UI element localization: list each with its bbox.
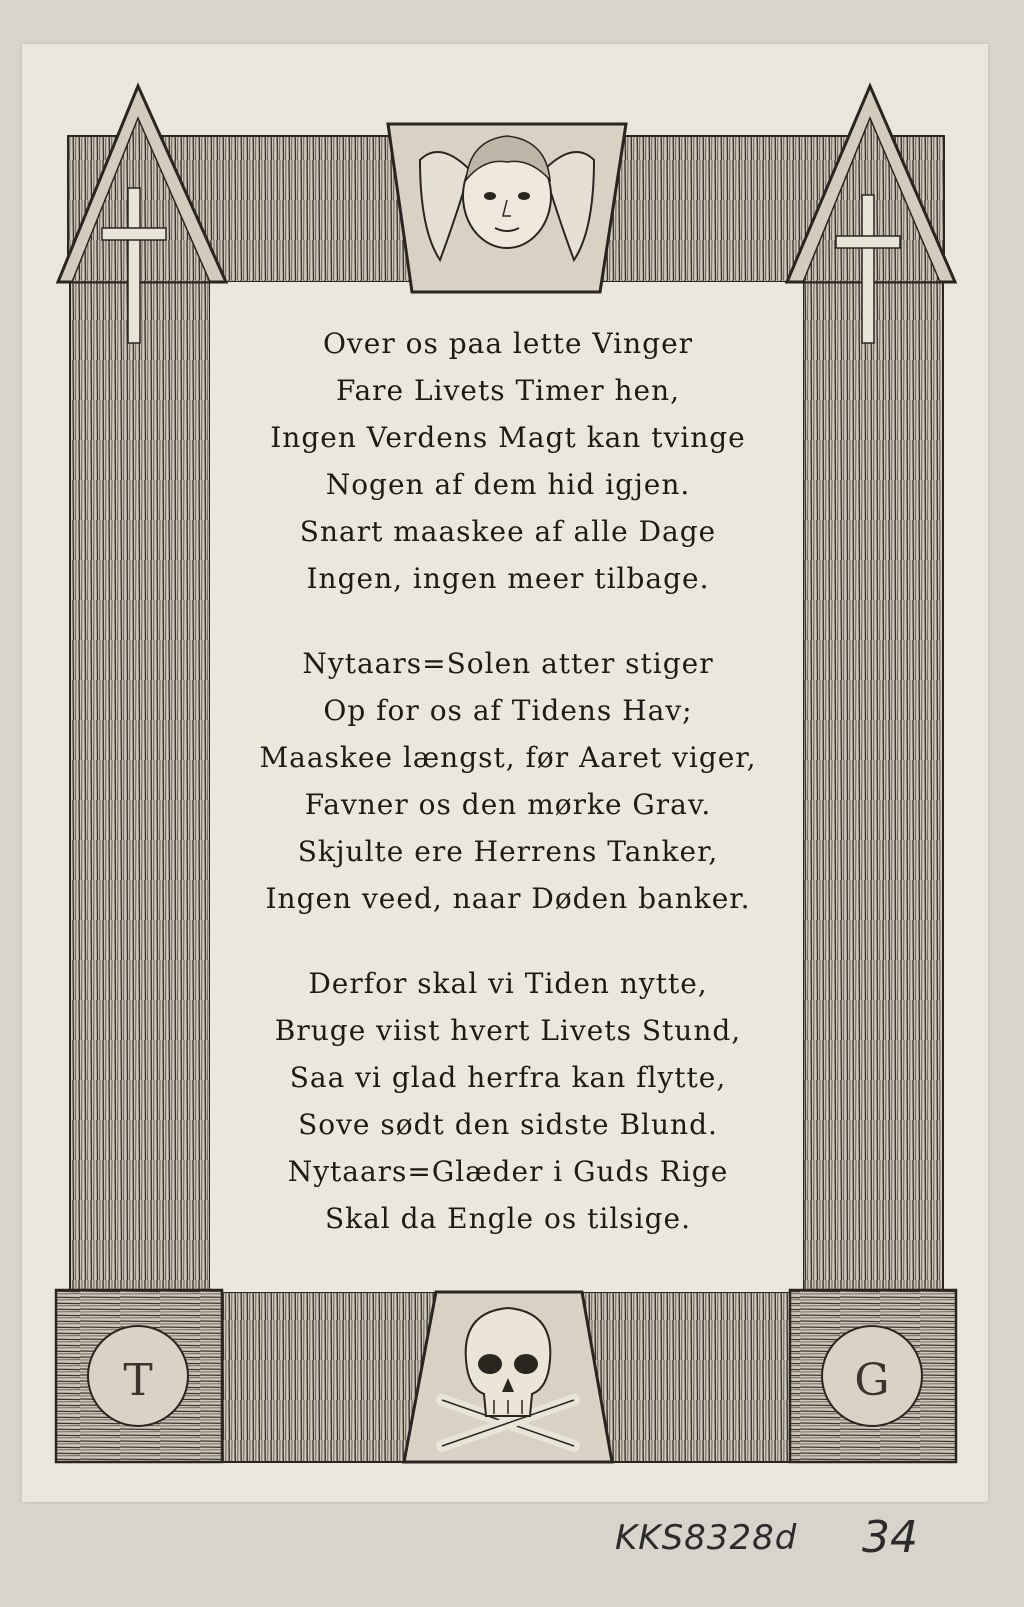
- poem-line: Fare Livets Timer hen,: [335, 374, 681, 407]
- poem-line: Derfor skal vi Tiden nytte,: [308, 967, 708, 1000]
- svg-text:G: G: [854, 1355, 890, 1406]
- poem-line: Ingen, ingen meer tilbage.: [306, 562, 710, 595]
- skull-crossbones-icon: [404, 1292, 612, 1462]
- poem-line: Maaskee længst, før Aaret viger,: [259, 741, 757, 774]
- poem-line: Skal da Engle os tilsige.: [324, 1202, 692, 1235]
- poem-line: Skjulte ere Herrens Tanker,: [297, 835, 719, 868]
- page-number-annotation: 34: [862, 1512, 918, 1563]
- catalog-number-annotation: KKS8328d: [615, 1518, 798, 1558]
- poem-line: Over os paa lette Vinger: [322, 327, 694, 360]
- left-corner-block: [56, 1290, 222, 1462]
- poem-line: Saa vi glad herfra kan flytte,: [289, 1061, 727, 1094]
- stanza-1: [215, 320, 801, 602]
- poem-line: Nytaars=Glæder i Guds Rige: [287, 1155, 729, 1188]
- poem-line: Favner os den mørke Grav.: [304, 788, 712, 821]
- poem-text: [215, 320, 801, 1280]
- poem-line: Sove sødt den sidste Blund.: [298, 1108, 718, 1141]
- svg-text:T: T: [123, 1355, 153, 1406]
- cherub-head-icon: [388, 124, 626, 292]
- right-corner-block: [790, 1290, 956, 1462]
- stanza-2: [215, 640, 801, 922]
- left-post: [70, 282, 210, 1292]
- right-post: [803, 282, 943, 1292]
- poem-line: Nogen af dem hid igjen.: [325, 468, 691, 501]
- poem-line: Op for os af Tidens Hav;: [323, 694, 693, 727]
- poem-line: Bruge viist hvert Livets Stund,: [274, 1014, 742, 1047]
- stanza-3: [215, 960, 801, 1242]
- poem-line: Snart maaskee af alle Dage: [299, 515, 717, 548]
- poem-line: Nytaars=Solen atter stiger: [302, 647, 714, 680]
- poem-line: Ingen veed, naar Døden banker.: [265, 882, 751, 915]
- poem-line: Ingen Verdens Magt kan tvinge: [270, 421, 746, 454]
